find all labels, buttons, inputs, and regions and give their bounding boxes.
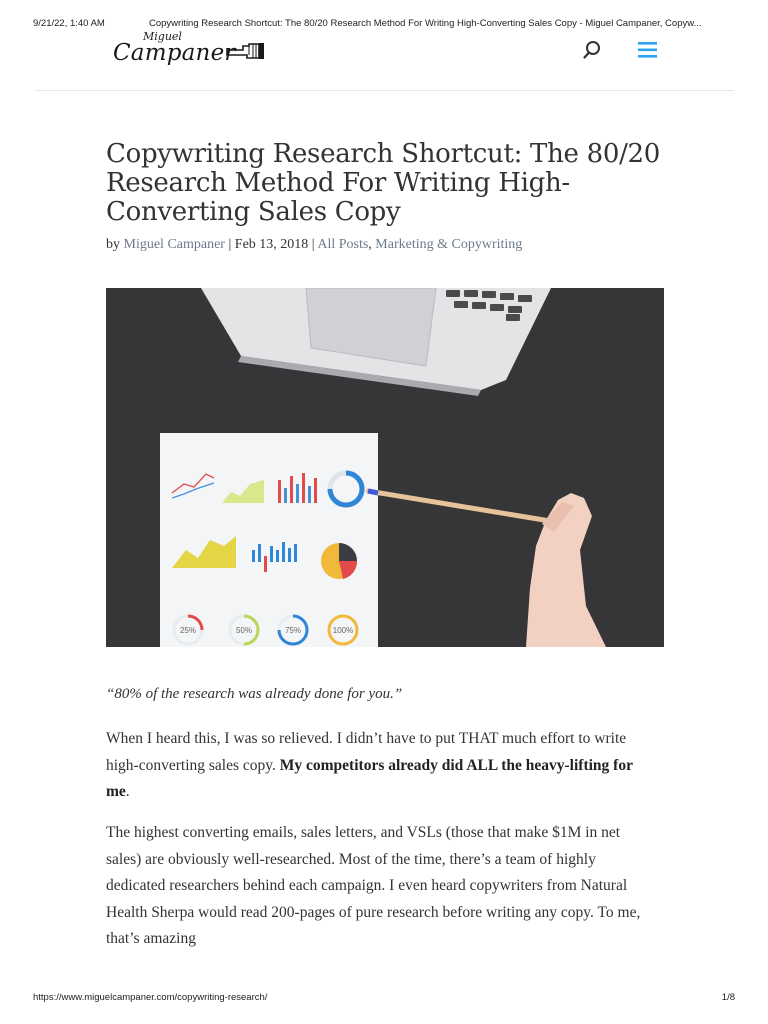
featured-image — [106, 288, 664, 647]
print-page-number: 1/8 — [721, 992, 735, 1003]
chart-label-25: 25% — [179, 626, 197, 635]
post-meta — [106, 237, 664, 253]
category-link-all-posts[interactable]: All Posts — [317, 237, 369, 252]
logo-last-name: Campaner — [113, 40, 236, 66]
print-footer — [33, 992, 735, 1006]
paragraph-1-end: . — [125, 783, 130, 800]
pointing-hand-icon — [225, 38, 265, 64]
paragraph-1 — [106, 726, 656, 806]
site-logo[interactable] — [113, 30, 273, 76]
print-timestamp: 9/21/22, 1:40 AM — [33, 18, 105, 29]
post-title: Copywriting Research Shortcut: The 80/20 Research Method For Writing High-Converting Sales Copy — [106, 139, 661, 227]
meta-separator: | — [308, 237, 318, 252]
category-link-marketing[interactable]: Marketing & Copywriting — [375, 237, 523, 252]
meta-separator: | — [224, 237, 235, 252]
print-page-title: Copywriting Research Shortcut: The 80/20 Research Method For Writing High-Converting Sales Copy - Miguel Campaner, Copyw... — [149, 18, 702, 29]
paragraph-1-text: When I heard this, I was so relieved. I didn’t have to put THAT much effort to write high-converting sales copy. — [106, 730, 627, 774]
search-button[interactable] — [580, 38, 604, 62]
article — [106, 139, 664, 947]
logo-first-name: Miguel — [143, 30, 182, 43]
site-header — [35, 28, 734, 91]
chart-label-50: 50% — [235, 626, 253, 635]
chart-label-100: 100% — [332, 626, 354, 635]
search-icon — [580, 38, 604, 62]
intro-quote: “80% of the research was already done for you.” — [106, 686, 403, 702]
author-link[interactable]: Miguel Campaner — [123, 237, 225, 252]
print-url: https://www.miguelcampaner.com/copywriting-research/ — [33, 992, 268, 1003]
by-label: by — [106, 237, 124, 252]
paragraph-2: The highest converting emails, sales letters, and VSLs (those that make $1M in net sales) are obviously well-researched. Most of the time, there’s a team of highly dedicated researchers behind each campaign. I even heard copywriters from Natural Health Sherpa would read 200-pages of pure research before writing any copy. To me, that’s amazing — [106, 824, 641, 947]
chart-label-75: 75% — [284, 626, 302, 635]
menu-button[interactable] — [636, 39, 660, 61]
hamburger-menu-icon — [636, 39, 660, 61]
post-date: Feb 13, 2018 — [234, 237, 309, 252]
paragraph-1-bold: My competitors already did ALL the heavy-lifting for me — [106, 756, 633, 800]
report-paper-image — [160, 433, 378, 647]
meta-comma: , — [368, 237, 376, 252]
